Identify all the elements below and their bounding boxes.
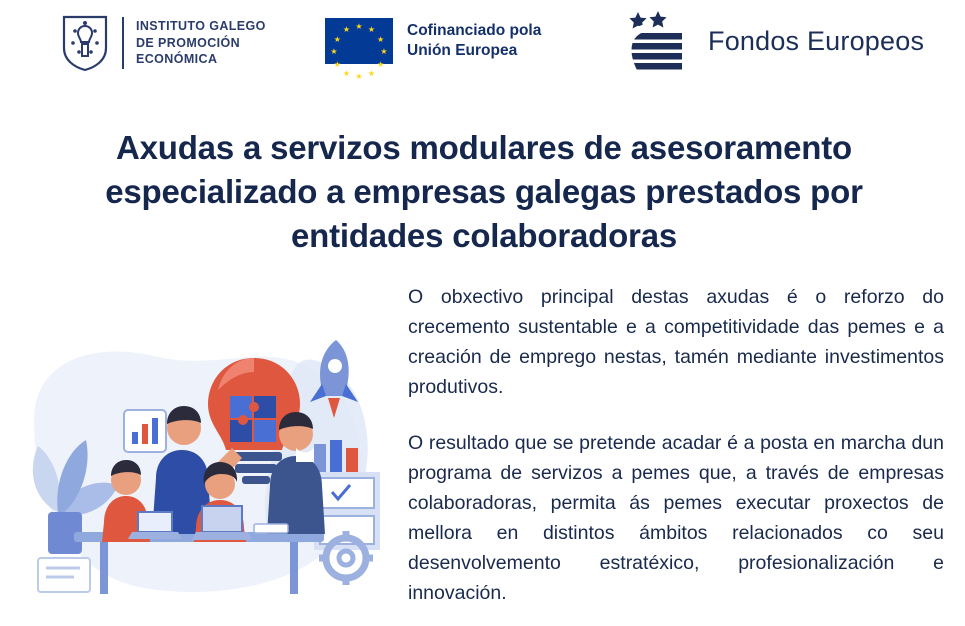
chart-card-decoration xyxy=(124,410,166,452)
paper-decoration xyxy=(254,524,288,533)
body-copy xyxy=(408,282,944,608)
igape-line-3: ECONÓMICA xyxy=(136,52,218,67)
fondos-europeos-label: Fondos Europeos xyxy=(708,25,925,56)
eu-cofunding-text xyxy=(407,21,541,61)
eu-line-1: Cofinanciado pola xyxy=(407,21,542,39)
paragraph-objective: O obxectivo principal destas axudas é o reforzo do crecemento sustentable e a competitividade das pemes e a creación de emprego nestas, tamén mediante investimentos produtivos. xyxy=(408,286,944,399)
page-title: Axudas a servizos modulares de asesoramento especializado a empresas galegas prestados por entidades colaboradoras xyxy=(105,129,863,254)
igape-line-1: INSTITUTO GALEGO xyxy=(136,19,266,34)
igape-logo xyxy=(60,14,266,72)
igape-logo-text xyxy=(136,18,266,68)
igape-line-2: DE PROMOCIÓN xyxy=(136,35,241,50)
fondos-europeos-mark-icon xyxy=(614,10,694,72)
eu-line-2: Unión Europea xyxy=(407,42,518,59)
teamwork-illustration xyxy=(14,300,400,612)
eu-cofunding-logo xyxy=(325,18,542,81)
fondos-europeos-logo xyxy=(614,10,924,72)
galicia-coat-of-arms-icon xyxy=(60,14,110,72)
logo-divider xyxy=(122,17,124,69)
eu-flag-icon: ★ ★ ★ ★ ★ ★ ★ ★ ★ ★ ★ ★ xyxy=(325,18,393,64)
logo-bar xyxy=(0,0,965,88)
paragraph-result: O resultado que se pretende acadar é a posta en marcha dun programa de servizos a pemes que, a través de empresas colaboradoras, permita ás pemes executar proxectos de mellora en distintos ámbitos relacionados co seu desenvolvemento estratéxico, profesionalización e innovación. xyxy=(408,432,944,605)
document-decoration xyxy=(38,558,90,592)
laptop-icon xyxy=(192,506,252,540)
